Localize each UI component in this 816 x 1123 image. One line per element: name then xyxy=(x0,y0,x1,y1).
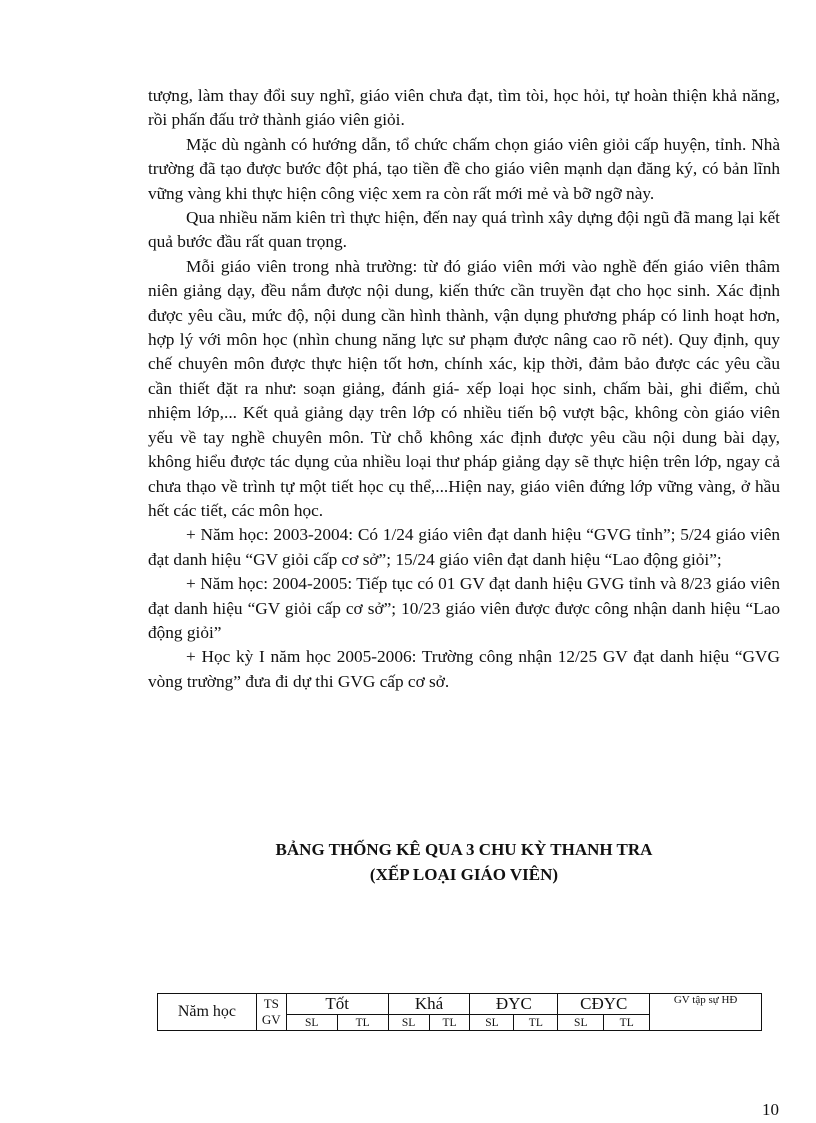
header-nam-hoc: Năm học xyxy=(158,994,257,1031)
header-gv: GV xyxy=(261,1012,281,1027)
header-kha: Khá xyxy=(388,994,470,1015)
header-cdyc: CĐYC xyxy=(558,994,650,1015)
paragraph-5: + Năm học: 2003-2004: Có 1/24 giáo viên đạt danh hiệu “GVG tỉnh”; 5/24 giáo viên đạt danh hiệu “GV giỏi cấp cơ sở”; 15/24 giáo viên đạt danh hiệu “Lao động giỏi”; xyxy=(148,525,780,569)
subheader-sl: SL xyxy=(470,1015,514,1031)
subheader-sl: SL xyxy=(286,1015,337,1031)
paragraph-1: tượng, làm thay đổi suy nghĩ, giáo viên chưa đạt, tìm tòi, học hỏi, tự hoàn thiện khả năng, rồi phấn đấu trở thành giáo viên giỏi. xyxy=(148,86,780,130)
paragraph-4: Mỗi giáo viên trong nhà trường: từ đó giáo viên mới vào nghề đến giáo viên thâm niên giảng dạy, đều nắm được nội dung, kiến thức cần truyền đạt cho học sinh. Xác định được yêu cầu, mức độ, nội dung cần hình thành, vận dụng phương pháp có linh hoạt hơn, hợp lý với môn học (nhìn chung năng lực sư phạm được nâng cao rõ nét). Quy định, quy chế chuyên môn được thực hiện tốt hơn, chính xác, kịp thời, đảm bảo được các yêu cầu cần thiết đặt ra như: soạn giảng, đánh giá- xếp loại học sinh, chấm bài, ghi điểm, chủ nhiệm lớp,... Kết quả giảng dạy trên lớp có nhiều tiến bộ vượt bậc, không còn giáo viên yếu về tay nghề chuyên môn. Từ chỗ không xác định được yêu cầu nội dung bài dạy, không hiểu được tác dụng của nhiều loại thư pháp giảng dạy sẽ thực hiện trên lớp, ngay cả chưa thạo về trình tự một tiết học cụ thể,...Hiện nay, giáo viên đứng lớp vững vàng, ở hầu hết các tiết, các môn học. xyxy=(148,256,780,520)
header-gv-tap-su: GV tập sự HĐ xyxy=(650,994,762,1031)
header-tot: Tốt xyxy=(286,994,388,1015)
subheader-tl: TL xyxy=(514,1015,558,1031)
paragraph-2: Mặc dù ngành có hướng dẫn, tổ chức chấm chọn giáo viên giỏi cấp huyện, tỉnh. Nhà trường đã tạo được bước đột phá, tạo tiền đề cho giáo viên mạnh dạn đăng ký, có bản lĩnh vững vàng khi thực hiện công việc xem ra còn rất mới mẻ và bỡ ngỡ này. xyxy=(148,134,780,203)
paragraph-3: Qua nhiều năm kiên trì thực hiện, đến nay quá trình xây dựng đội ngũ đã mang lại kết quả bước đầu rất quan trọng. xyxy=(148,208,780,252)
subheader-tl: TL xyxy=(429,1015,470,1031)
table-title: BẢNG THỐNG KÊ QUA 3 CHU KỲ THANH TRA xyxy=(275,840,653,859)
paragraph-6: + Năm học: 2004-2005: Tiếp tục có 01 GV đạt danh hiệu GVG tỉnh và 8/23 giáo viên đạt danh hiệu “GV giỏi cấp cơ sở”; 10/23 giáo viên được được công nhận danh hiệu “Lao động giỏi” xyxy=(148,574,780,642)
subheader-sl: SL xyxy=(388,1015,429,1031)
table-subtitle: (XẾP LOẠI GIÁO VIÊN) xyxy=(369,865,559,884)
teacher-classification-table xyxy=(157,993,762,1031)
subheader-sl: SL xyxy=(558,1015,604,1031)
header-ts: TS xyxy=(263,996,279,1011)
subheader-tl: TL xyxy=(604,1015,650,1031)
header-dyc: ĐYC xyxy=(470,994,558,1015)
subheader-tl: TL xyxy=(337,1015,388,1031)
body-text xyxy=(148,84,780,694)
header-ts-gv xyxy=(256,994,286,1031)
page-number: 10 xyxy=(762,1100,779,1119)
paragraph-7: + Học kỳ I năm học 2005-2006: Trường công nhận 12/25 GV đạt danh hiệu “GVG vòng trường” đưa đi dự thi GVG cấp cơ sở. xyxy=(148,647,780,691)
